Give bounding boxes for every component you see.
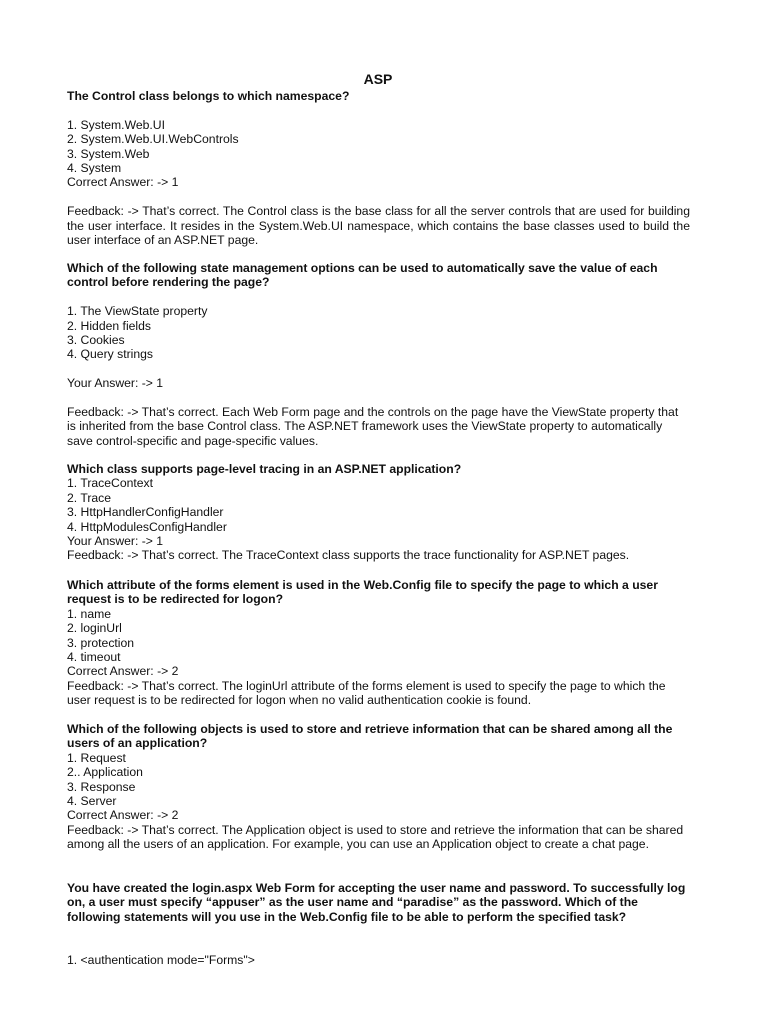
option: 3. System.Web [67,146,150,161]
question-block-1 [67,89,690,247]
feedback-text: Feedback: -> That’s correct. Each Web Form page and the controls on the page have the ViewState property that is inherited from the base Control class. The ASP.NET framework uses the ViewState property to automatically save control-specific and page-specific values. [67,405,679,448]
options-list [67,751,690,809]
options-list [67,118,690,176]
question-block-3 [67,462,690,563]
answer-text: Correct Answer: -> 2 [67,808,179,823]
option: 1. <authentication mode="Forms"> [67,953,255,967]
option: 2. loginUrl [67,621,122,636]
option: 3. protection [67,635,135,650]
question-block-6-options [67,953,690,967]
option: 3. Response [67,779,136,794]
feedback-text: Feedback: -> That’s correct. The Control class is the base class for all the server controls that are used for building the user interface. It resides in the System.Web.UI namespace, which contains the base classes used to build the user interface of an ASP.NET page. [67,204,690,248]
option: 2. Hidden fields [67,318,152,333]
answer-text: Correct Answer: -> 1 [67,175,179,190]
question-text: Which attribute of the forms element is used in the Web.Config file to specify the page to which a user request is to be redirected for logon? [67,578,658,607]
question-text: Which of the following state management options can be used to automatically save the value of each control before rendering the page? [67,261,658,290]
option: 2. System.Web.UI.WebControls [67,132,239,147]
question-text: Which of the following objects is used to store and retrieve information that can be shared among all the users of an application? [67,722,673,751]
option: 1. name [67,606,112,621]
option: 3. Cookies [67,333,125,348]
option: 4. timeout [67,650,121,665]
feedback-text: Feedback: -> That’s correct. The loginUrl attribute of the forms element is used to specify the page to which the user request is to be redirected for logon when no valid authentication cookie is found. [67,678,666,708]
options-list [67,953,690,967]
question-block-4 [67,578,690,708]
answer-text: Your Answer: -> 1 [67,376,164,391]
feedback-text: Feedback: -> That’s correct. The TraceContext class supports the trace functionality for ASP.NET pages. [67,548,630,563]
option: 1. System.Web.UI [67,117,165,132]
question-block-2 [67,261,690,448]
feedback-text: Feedback: -> That’s correct. The Application object is used to store and retrieve the information that can be shared among all the users of an application. For example, you can use an Application object to create a chat page. [67,822,684,852]
option: 2. Trace [67,490,112,505]
options-list [67,476,690,534]
question-text: Which class supports page-level tracing in an ASP.NET application? [67,462,462,476]
option: 2.. Application [67,765,143,780]
option: 4. HttpModulesConfigHandler [67,519,227,534]
options-list [67,607,690,665]
option: 1. TraceContext [67,476,154,491]
answer-text: Correct Answer: -> 2 [67,664,179,679]
option: 1. The ViewState property [67,304,208,319]
document-title: ASP [363,71,393,87]
answer-text: Your Answer: -> 1 [67,534,164,549]
option: 3. HttpHandlerConfigHandler [67,505,224,520]
options-list [67,304,690,362]
option: 4. Server [67,794,117,809]
option: 4. Query strings [67,347,154,362]
question-block-6 [67,881,690,924]
question-text: The Control class belongs to which namespace? [67,89,350,103]
question-text: You have created the login.aspx Web Form for accepting the user name and password. To successfully log on, a user must specify “appuser” as the user name and “paradise” as the password. Which of the following statements will you use in the Web.Config file to be able to perform the specified task? [67,881,686,924]
question-block-5 [67,722,690,852]
option: 4. System [67,161,122,176]
option: 1. Request [67,750,126,765]
